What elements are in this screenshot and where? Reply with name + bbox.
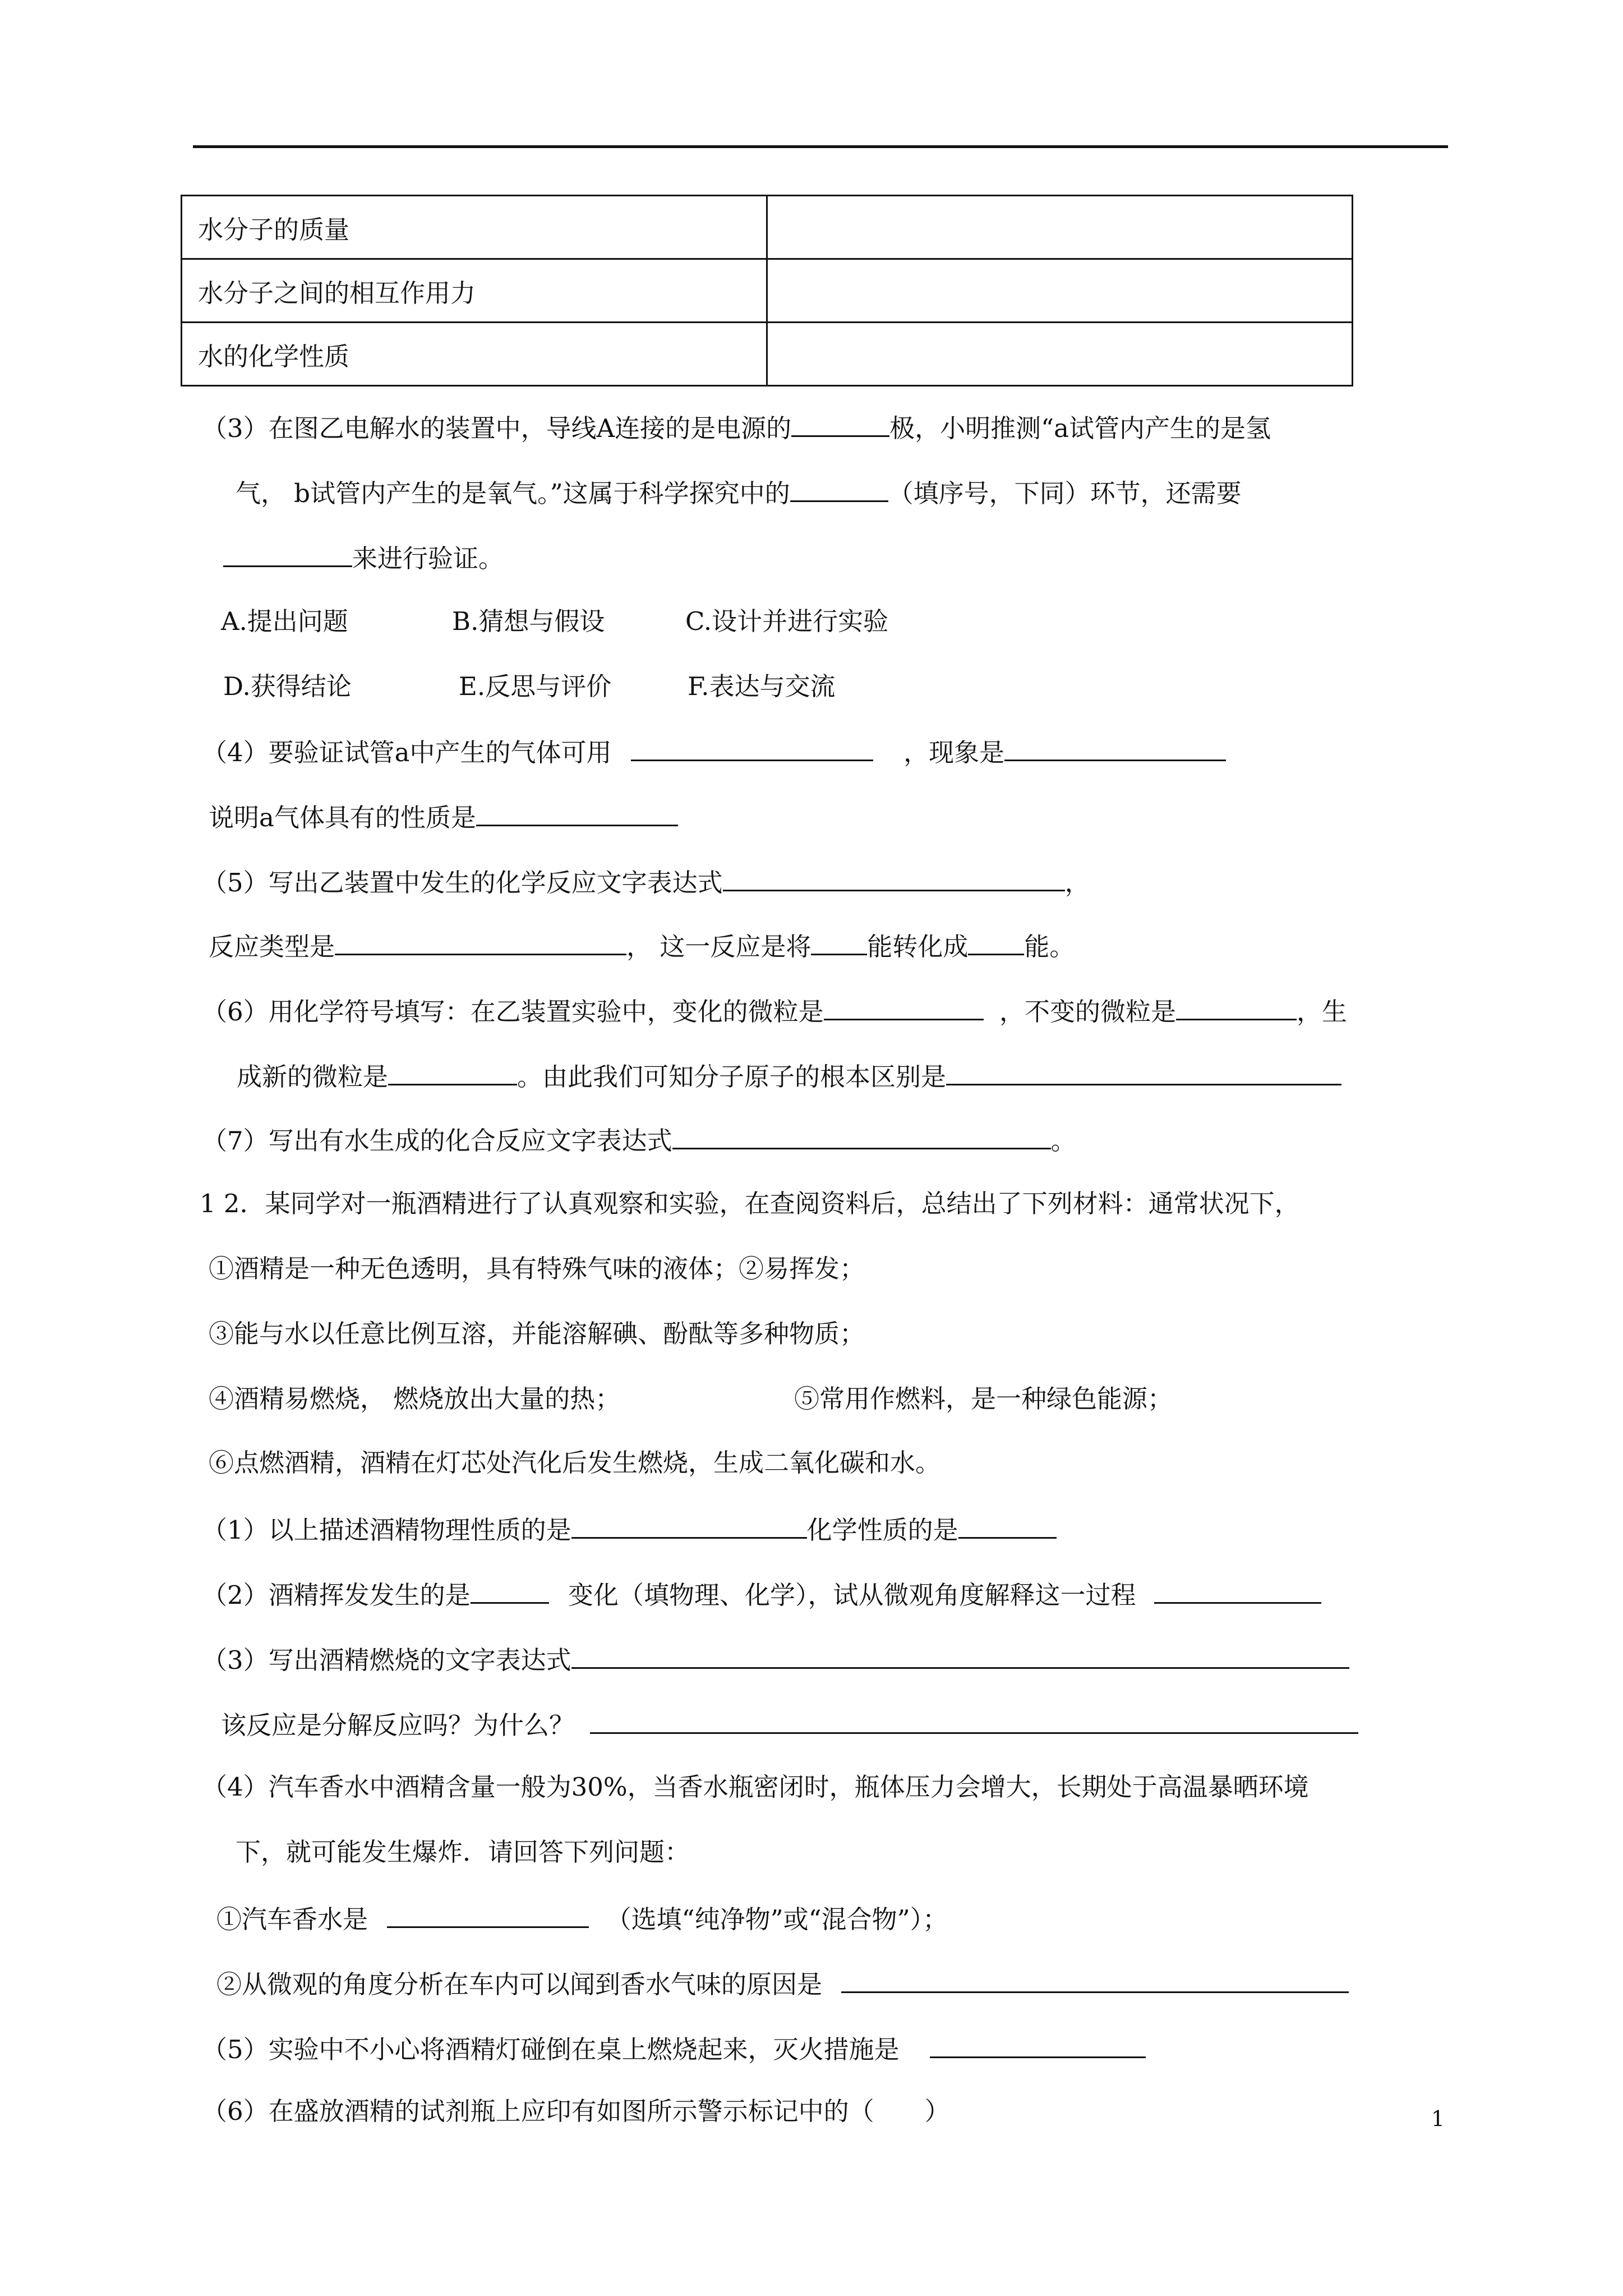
answer-blank[interactable] xyxy=(476,799,678,826)
table-row xyxy=(182,259,1353,323)
answer-blank[interactable] xyxy=(631,734,873,761)
question-line xyxy=(202,1576,1321,1612)
answer-blank[interactable] xyxy=(471,1576,549,1604)
question-line xyxy=(216,1901,948,1936)
page-number: 1 xyxy=(1431,2106,1445,2131)
answer-blank[interactable] xyxy=(930,2031,1146,2058)
question-line xyxy=(202,734,1226,770)
question-line xyxy=(221,1706,1358,1742)
answer-blank[interactable] xyxy=(1154,1576,1321,1604)
question-line xyxy=(202,2031,1146,2067)
material-item: ⑥点燃酒精，酒精在灯芯处汽化后发生燃烧，生成二氧化碳和水。 xyxy=(209,1448,941,1478)
table-cell-answer[interactable] xyxy=(767,259,1353,323)
option-B: B.猜想与假设 xyxy=(452,606,605,636)
question-text: （选填“纯净物”或“混合物”）； xyxy=(606,1904,948,1934)
material-item: ①酒精是一种无色透明，具有特殊气味的液体；②易挥发； xyxy=(209,1254,865,1283)
answer-blank[interactable] xyxy=(571,1511,807,1539)
answer-blank[interactable] xyxy=(968,928,1024,955)
material-item: ⑤常用作燃料，是一种绿色能源； xyxy=(794,1384,1173,1414)
question-line xyxy=(202,1511,1057,1547)
option-D: D.获得结论 xyxy=(223,671,352,701)
table-cell-label: 水的化学性质 xyxy=(182,323,767,386)
question-line xyxy=(202,409,1271,445)
question-text: 气， b试管内产生的是氧气。”这属于科学探究中的 xyxy=(236,478,790,508)
material-item: ③能与水以任意比例互溶，并能溶解碘、酚酞等多种物质； xyxy=(209,1319,865,1349)
answer-blank[interactable] xyxy=(1176,993,1297,1020)
question-line xyxy=(202,864,1090,900)
question-text: 说明a气体具有的性质是 xyxy=(209,803,476,832)
option-F: F.表达与交流 xyxy=(688,671,836,701)
question-text: 成新的微粒是 xyxy=(237,1062,389,1092)
question-text: （7）写出有水生成的化合反应文字表达式 xyxy=(202,1126,672,1156)
answer-blank[interactable] xyxy=(791,409,889,437)
answer-blank[interactable] xyxy=(590,1706,1358,1734)
question-text: 。 xyxy=(1050,1126,1076,1156)
header-rule xyxy=(193,145,1448,148)
question-text: （5）写出乙装置中发生的化学反应文字表达式 xyxy=(202,868,723,898)
material-item: ④酒精易燃烧， 燃烧放出大量的热； xyxy=(209,1384,621,1414)
answer-blank[interactable] xyxy=(790,475,888,502)
property-table xyxy=(181,195,1353,386)
problem-12-stem: 1 2．某同学对一瓶酒精进行了认真观察和实验，在查阅资料后，总结出了下列材料：通常状况下， xyxy=(200,1189,1300,1218)
question-text: （1）以上描述酒精物理性质的是 xyxy=(202,1515,571,1545)
question-text: （3）在图乙电解水的装置中，导线A连接的是电源的 xyxy=(202,413,792,443)
answer-blank[interactable] xyxy=(811,928,867,955)
question-text: 能转化成 xyxy=(867,932,969,961)
question-line: 下，就可能发生爆炸．请回答下列问题： xyxy=(236,1837,690,1867)
question-line xyxy=(209,799,678,835)
question-text: 反应类型是 xyxy=(209,932,335,961)
table-cell-label: 水分子之间的相互作用力 xyxy=(182,259,767,323)
option-A: A.提出问题 xyxy=(221,606,348,636)
table-cell-label: 水分子的质量 xyxy=(182,196,767,259)
question-text: 变化（填物理、化学），试从微观角度解释这一过程 xyxy=(568,1580,1136,1610)
question-text: 能。 xyxy=(1024,932,1075,961)
question-line xyxy=(223,540,504,576)
table-row xyxy=(182,196,1353,259)
question-text: 该反应是分解反应吗？为什么？ xyxy=(221,1710,575,1740)
question-line xyxy=(216,1966,1349,2001)
answer-blank[interactable] xyxy=(223,540,352,567)
question-text: 来进行验证。 xyxy=(352,544,504,573)
question-text: （填序号，下同）环节，还需要 xyxy=(888,478,1242,508)
answer-blank[interactable] xyxy=(672,1122,1051,1149)
table-row xyxy=(182,323,1353,386)
question-text: （5）实验中不小心将酒精灯碰倒在桌上燃烧起来，灭火措施是 xyxy=(202,2035,900,2064)
question-text: ，现象是 xyxy=(903,738,1005,767)
question-line xyxy=(236,475,1242,510)
question-text: （4）要验证试管a中产生的气体可用 xyxy=(202,738,612,767)
question-text: ， 这一反应是将 xyxy=(626,932,811,961)
option-C: C.设计并进行实验 xyxy=(685,606,889,636)
question-text: ， xyxy=(1064,868,1090,898)
answer-blank[interactable] xyxy=(1004,734,1226,761)
question-text: ，不变的微粒是 xyxy=(999,997,1176,1027)
question-text: 化学性质的是 xyxy=(806,1515,958,1545)
question-line xyxy=(209,928,1075,964)
table-cell-answer[interactable] xyxy=(767,196,1353,259)
question-text: ②从微观的角度分析在车内可以闻到香水气味的原因是 xyxy=(216,1970,823,1999)
answer-blank[interactable] xyxy=(946,1058,1341,1085)
question-line xyxy=(202,993,1347,1029)
option-E: E.反思与评价 xyxy=(459,671,612,701)
table-cell-answer[interactable] xyxy=(767,323,1353,386)
answer-blank[interactable] xyxy=(335,928,626,955)
answer-blank[interactable] xyxy=(723,864,1065,891)
answer-blank[interactable] xyxy=(841,1966,1349,1993)
answer-blank[interactable] xyxy=(824,993,984,1020)
question-line: （6）在盛放酒精的试剂瓶上应印有如图所示警示标记中的（ ） xyxy=(202,2096,950,2126)
question-line xyxy=(237,1058,1341,1094)
question-text: 极，小明推测“a试管内产生的是氢 xyxy=(889,413,1271,443)
question-line: （4）汽车香水中酒精含量一般为30%，当香水瓶密闭时，瓶体压力会增大，长期处于高温暴晒环境 xyxy=(202,1772,1309,1802)
question-text: ，生 xyxy=(1296,997,1347,1027)
question-line xyxy=(202,1641,1349,1677)
question-text: 。由此我们可知分子原子的根本区别是 xyxy=(517,1062,947,1092)
question-text: （3）写出酒精燃烧的文字表达式 xyxy=(202,1645,571,1675)
question-text: ①汽车香水是 xyxy=(216,1904,368,1934)
answer-blank[interactable] xyxy=(387,1901,589,1928)
question-text: （2）酒精挥发发生的是 xyxy=(202,1580,471,1610)
question-line xyxy=(202,1122,1076,1158)
question-text: （6）用化学符号填写：在乙装置实验中，变化的微粒是 xyxy=(202,997,824,1027)
answer-blank[interactable] xyxy=(571,1641,1349,1669)
answer-blank[interactable] xyxy=(388,1058,517,1085)
answer-blank[interactable] xyxy=(958,1511,1057,1539)
